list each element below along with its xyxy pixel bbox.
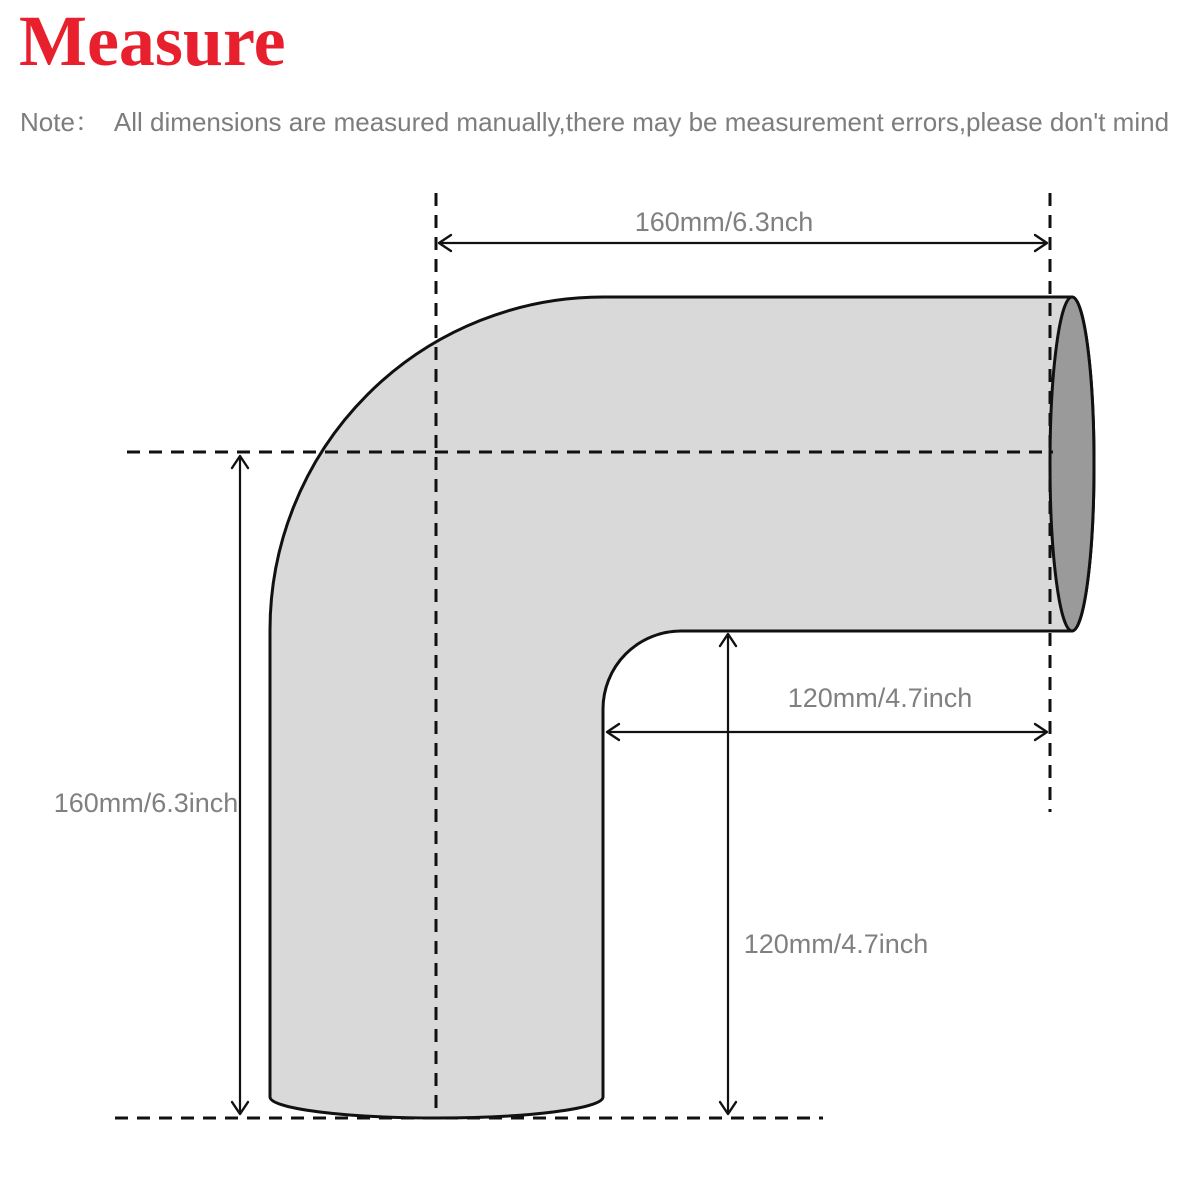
dimension-label-left-height: 160mm/6.3inch [53,788,239,818]
pipe-opening-ellipse [1050,297,1094,631]
dimension-label-top-width: 160mm/6.3nch [634,207,814,237]
dimension-label-inner-height: 120mm/4.7inch [743,929,929,959]
note-text: Note： All dimensions are measured manually,there may be measurement errors,please don't mind [20,107,1170,137]
dimension-label-inner-width: 120mm/4.7inch [787,683,973,713]
page-title: Measure [19,1,286,81]
